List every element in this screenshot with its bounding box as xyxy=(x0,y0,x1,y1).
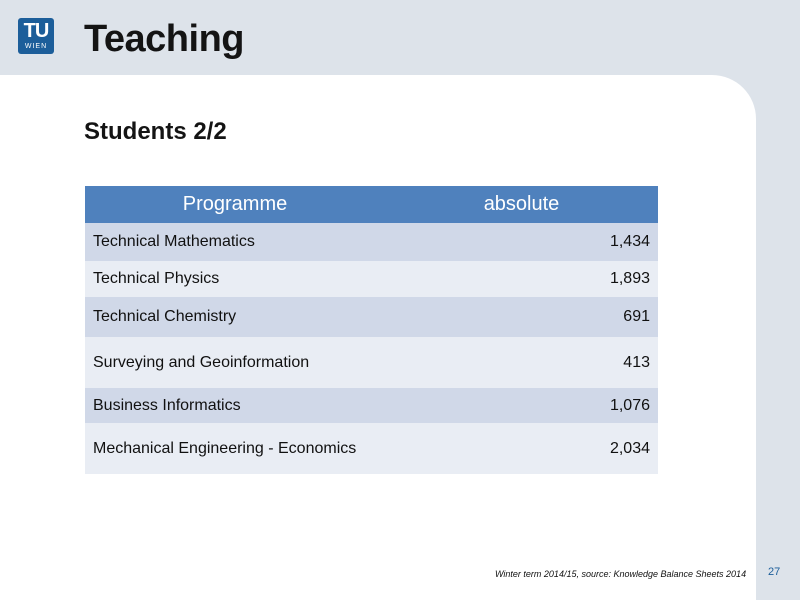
students-table xyxy=(85,186,658,474)
programme-cell: Technical Physics xyxy=(85,261,385,297)
absolute-cell: 1,076 xyxy=(385,388,658,423)
tu-wien-logo xyxy=(18,18,54,54)
programme-cell: Mechanical Engineering - Economics xyxy=(85,423,385,474)
table-row xyxy=(85,423,658,474)
column-header-programme: Programme xyxy=(85,186,385,223)
table-row xyxy=(85,223,658,261)
absolute-cell: 2,034 xyxy=(385,423,658,474)
absolute-cell: 1,434 xyxy=(385,223,658,261)
source-note: Winter term 2014/15, source: Knowledge Balance Sheets 2014 xyxy=(495,569,747,579)
programme-cell: Surveying and Geoinformation xyxy=(85,337,385,388)
table-header-row xyxy=(85,186,658,223)
absolute-cell: 413 xyxy=(385,337,658,388)
absolute-cell: 691 xyxy=(385,297,658,337)
logo-text-tu: TU xyxy=(23,20,49,42)
absolute-cell: 1,893 xyxy=(385,261,658,297)
page-number: 27 xyxy=(768,566,781,578)
logo-text-wien: WIEN xyxy=(24,43,48,50)
table-row xyxy=(85,337,658,388)
programme-cell: Technical Mathematics xyxy=(85,223,385,261)
table-row xyxy=(85,261,658,297)
programme-cell: Business Informatics xyxy=(85,388,385,423)
column-header-absolute: absolute xyxy=(385,186,658,223)
table-row xyxy=(85,388,658,423)
section-subtitle: Students 2/2 xyxy=(84,118,227,145)
table-row xyxy=(85,297,658,337)
page-title: Teaching xyxy=(84,18,244,60)
programme-cell: Technical Chemistry xyxy=(85,297,385,337)
